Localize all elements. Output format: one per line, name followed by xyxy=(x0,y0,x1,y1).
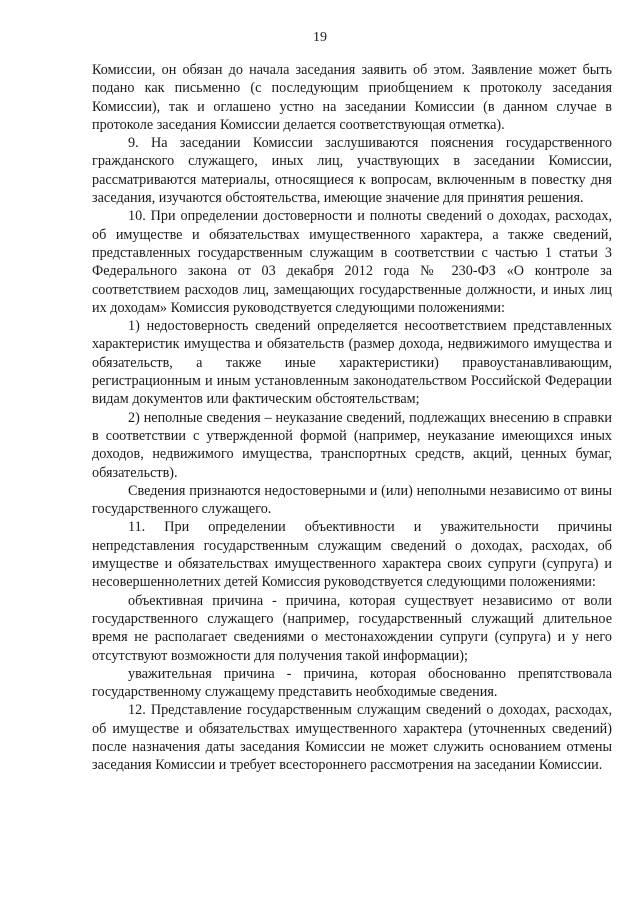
paragraph-subitem-2: 2) неполные сведения – неуказание сведений, подлежащих внесению в справки в соответствии с утвержденной формой (например, неуказание имеющихся иных доходов, недвижимого имущества, транспортных средств, акций, ценных бумаг, обязательств). xyxy=(92,409,612,481)
paragraph-item-10: 10. При определении достоверности и полноты сведений о доходах, расходах, об имуществе и обязательствах имущественного характера, а также сведений, представленных государственным служащим в соответствии с частью 1 статьи 3 Федерального закона от 03 декабря 2012 года № 230-ФЗ «О контроле за соответствием расходов лиц, замещающих государственные должности, и иных лиц их доходам» Комиссия руководствуется следующими положениями: xyxy=(92,208,612,316)
paragraph-item-11: 11. При определении объективности и уважительности причины непредставления государственным служащим сведений о доходах, расходах, об имуществе и обязательствах имущественного характера своих супруги (супруга) и несовершеннолетних детей Комиссия руководствуется следующими положениями: xyxy=(92,519,612,591)
paragraph-item-12: 12. Представление государственным служащим сведений о доходах, расходах, об имуществе и обязательствах имущественного характера (уточненных сведений) после назначения даты заседания Комиссии не может служить основанием отмены заседания Комиссии и требует всестороннего рассмотрения на заседании Комиссии. xyxy=(92,702,612,774)
paragraph-continuation: Комиссии, он обязан до начала заседания заявить об этом. Заявление может быть подано как письменно (с последующим приобщением к протоколу заседания Комиссии), так и оглашено устно на заседании Комиссии (в данном случае в протоколе заседания Комиссии делается соответствующая отметка). xyxy=(92,62,612,133)
paragraph-objective-reason: объективная причина - причина, которая существует независимо от воли государственного служащего (например, государственный служащий длительное время не располагает сведениями о местонахождении супруги (супруга) и у него отсутствуют возможности для получения такой информации); xyxy=(92,592,612,664)
page-number: 19 xyxy=(313,30,327,45)
paragraph-subitem-1: 1) недостоверность сведений определяется несоответствием представленных характеристик имущества и обязательств (размер дохода, недвижимого имущества и обязательств, а также иные характеристики) правоустанавливающим, регистрационным и иным установленным законодательством Российской Федерации видам документов или фактическим обстоятельствам; xyxy=(92,318,612,408)
document-body xyxy=(92,61,612,775)
paragraph-valid-reason: уважительная причина - причина, которая обоснованно препятствовала государственному служащему представить необходимые сведения. xyxy=(92,665,612,701)
paragraph-item-9: 9. На заседании Комиссии заслушиваются пояснения государственного гражданского служащего, иных лиц, участвующих в заседании Комиссии, рассматриваются материалы, относящиеся к вопросам, включенным в повестку дня заседания, изучаются обстоятельства, имеющие значение для принятия решения. xyxy=(92,135,612,207)
paragraph-note: Сведения признаются недостоверными и (или) неполными независимо от вины государственного служащего. xyxy=(92,482,612,518)
